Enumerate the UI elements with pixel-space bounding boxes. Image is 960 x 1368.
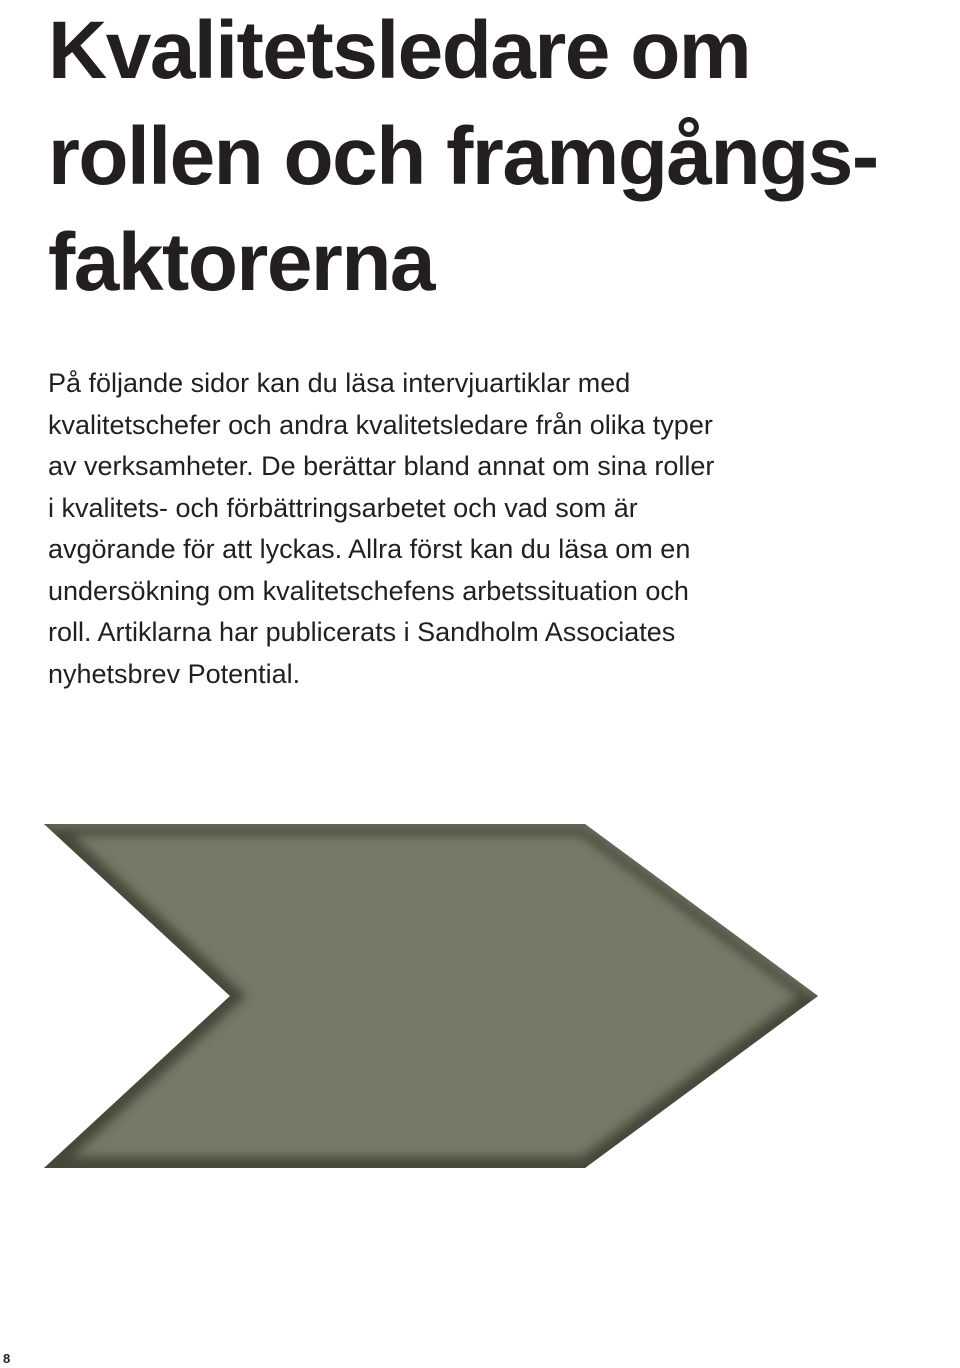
intro-line: kvalitetschefer och andra kvalitetsledare från olika typer: [48, 409, 713, 440]
intro-paragraph: [48, 363, 928, 695]
intro-line: undersökning om kvalitetschefens arbetssituation och: [48, 575, 689, 606]
arrow-body: [44, 824, 818, 1168]
intro-line: På följande sidor kan du läsa intervjuartiklar med: [48, 368, 631, 398]
page-number: 8: [3, 1351, 11, 1366]
intro-line: avgörande för att lyckas. Allra först kan du läsa om en: [48, 534, 691, 564]
intro-line: roll. Artiklarna har publicerats i Sandholm Associates: [48, 617, 676, 647]
intro-line: av verksamheter. De berättar bland annat om sina roller: [48, 451, 715, 481]
intro-line: i kvalitets- och förbättringsarbetet och vad som är: [48, 492, 638, 523]
page-title-line: faktorerna: [48, 217, 435, 308]
page-title: [48, 0, 878, 316]
chevron-arrow-icon: [40, 818, 825, 1173]
page-title-line: Kvalitetsledare om: [48, 5, 751, 96]
page-title-line: rollen och framgångs-: [48, 111, 878, 202]
intro-line: nyhetsbrev Potential.: [48, 658, 301, 689]
